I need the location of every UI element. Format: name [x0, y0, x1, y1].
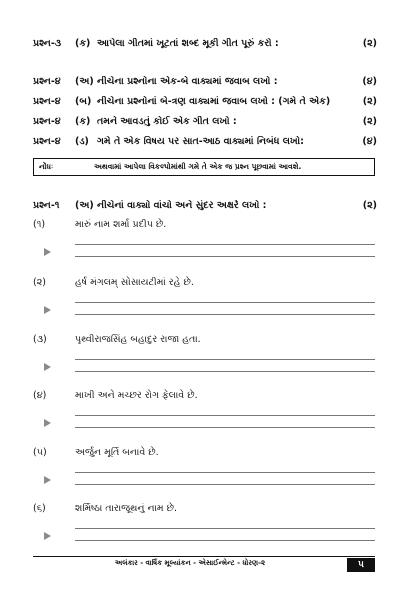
writing-line[interactable]: [75, 359, 375, 360]
question-number: પ્રશ્ન-૪: [33, 76, 61, 87]
question-row: [33, 38, 377, 49]
question-row: [33, 96, 377, 107]
play-arrow-icon: [44, 419, 51, 427]
sentence-item: [33, 277, 194, 288]
writing-line[interactable]: [75, 528, 375, 529]
question-marks: (૨): [362, 116, 377, 127]
sentence-item: [33, 447, 159, 458]
sentence-number: (૫): [33, 447, 47, 458]
play-arrow-icon: [44, 532, 51, 540]
note-box: [33, 158, 375, 176]
question-number: પ્રશ્ન-૪: [33, 96, 61, 107]
question-number: પ્રશ્ન-૪: [33, 136, 61, 147]
writing-line[interactable]: [75, 314, 375, 315]
sentence-text: શર્મિષ્ઠા તારાજૂથનું નામ છે.: [75, 503, 178, 514]
play-arrow-icon: [44, 363, 51, 371]
note-label: નોંધઃ: [39, 162, 54, 171]
question-row: [33, 116, 377, 127]
question-number: પ્રશ્ન-૧: [33, 200, 60, 211]
sentence-text: હર્ષ મંગલમ્ સોસાયટીમાં રહે છે.: [75, 277, 194, 288]
writing-line[interactable]: [75, 472, 375, 473]
question-sub: (અ): [75, 200, 94, 211]
question-text: ગમે તે એક વિષય પર સાત-આઠ વાક્યમાં નિબંધ લખો:: [97, 136, 304, 147]
question-sub: (અ): [75, 76, 94, 87]
sentence-item: [33, 219, 166, 230]
question-marks: (૪): [362, 136, 377, 147]
writing-line[interactable]: [75, 540, 375, 541]
question-marks: (૨): [362, 96, 377, 107]
play-arrow-icon: [44, 476, 51, 484]
question-sub: (બ): [75, 96, 92, 107]
note-text: અથવામાં આપેલા વિકલ્પોમાંથી ગમે તે એક જ પ્રશ્ન પૂછવામાં આવશે.: [94, 162, 302, 171]
question-sub: (ક): [75, 38, 91, 49]
writing-line[interactable]: [75, 302, 375, 303]
sentence-item: [33, 334, 201, 345]
question-number: પ્રશ્ન-૩: [33, 38, 62, 49]
question-text: તમને આવડતું કોઈ એક ગીત લખો :: [97, 116, 237, 127]
footer-text: અલંકાર - વાર્ષિક મૂલ્યાંકન - એસાઈન્મેન્ટ - ધોરણ-૨: [114, 559, 266, 567]
question-marks: (૨): [362, 38, 377, 49]
question-row: [33, 136, 377, 147]
question-text: નીચેનાં વાક્યો વાંચો અને સુંદર અક્ષરે લખો :: [97, 200, 267, 211]
writing-line[interactable]: [75, 256, 375, 257]
sentence-number: (૪): [33, 390, 47, 401]
question-text: નીચેના પ્રશ્નોના એક-બે વાક્યમાં જવાબ લખો :: [97, 76, 278, 87]
sentence-text: મારું નામ શર્મા પ્રદીપ છે.: [75, 219, 167, 230]
play-arrow-icon: [44, 306, 51, 314]
play-arrow-icon: [44, 248, 51, 256]
question-text: નીચેના પ્રશ્નોનાં બે-ત્રણ વાક્યમાં જવાબ લખો : (ગમે તે એક): [97, 96, 331, 107]
footer-divider: [33, 556, 375, 557]
writing-line[interactable]: [75, 484, 375, 485]
sentence-text: અર્જુન મૂર્તિ બનાવે છે.: [75, 447, 159, 458]
sentence-text: પૃથ્વીરાજસિંહ બહાદુર રાજા હતા.: [75, 334, 201, 345]
question-number: પ્રશ્ન-૪: [33, 116, 61, 127]
sentence-number: (૧): [33, 219, 46, 230]
writing-line[interactable]: [75, 244, 375, 245]
writing-line[interactable]: [75, 427, 375, 428]
writing-line[interactable]: [75, 371, 375, 372]
sentence-text: માખી અને મચ્છર રોગ ફેલાવે છે.: [75, 390, 198, 401]
question-sub: (ક): [75, 116, 91, 127]
question-text: આપેલા ગીતમાં ખૂટતાં શબ્દ મૂકી ગીત પૂરું કરો :: [97, 38, 279, 49]
sentence-item: [33, 390, 198, 401]
main-question-row: [33, 200, 377, 211]
sentence-number: (૬): [33, 503, 46, 514]
sentence-number: (૨): [33, 277, 46, 288]
sentence-number: (૩): [33, 334, 47, 345]
question-row: [33, 76, 377, 87]
question-sub: (ડ): [75, 136, 89, 147]
page-number: ૫: [347, 558, 375, 572]
question-marks: (૨): [362, 200, 377, 211]
sentence-item: [33, 503, 177, 514]
writing-line[interactable]: [75, 415, 375, 416]
question-marks: (૪): [362, 76, 377, 87]
